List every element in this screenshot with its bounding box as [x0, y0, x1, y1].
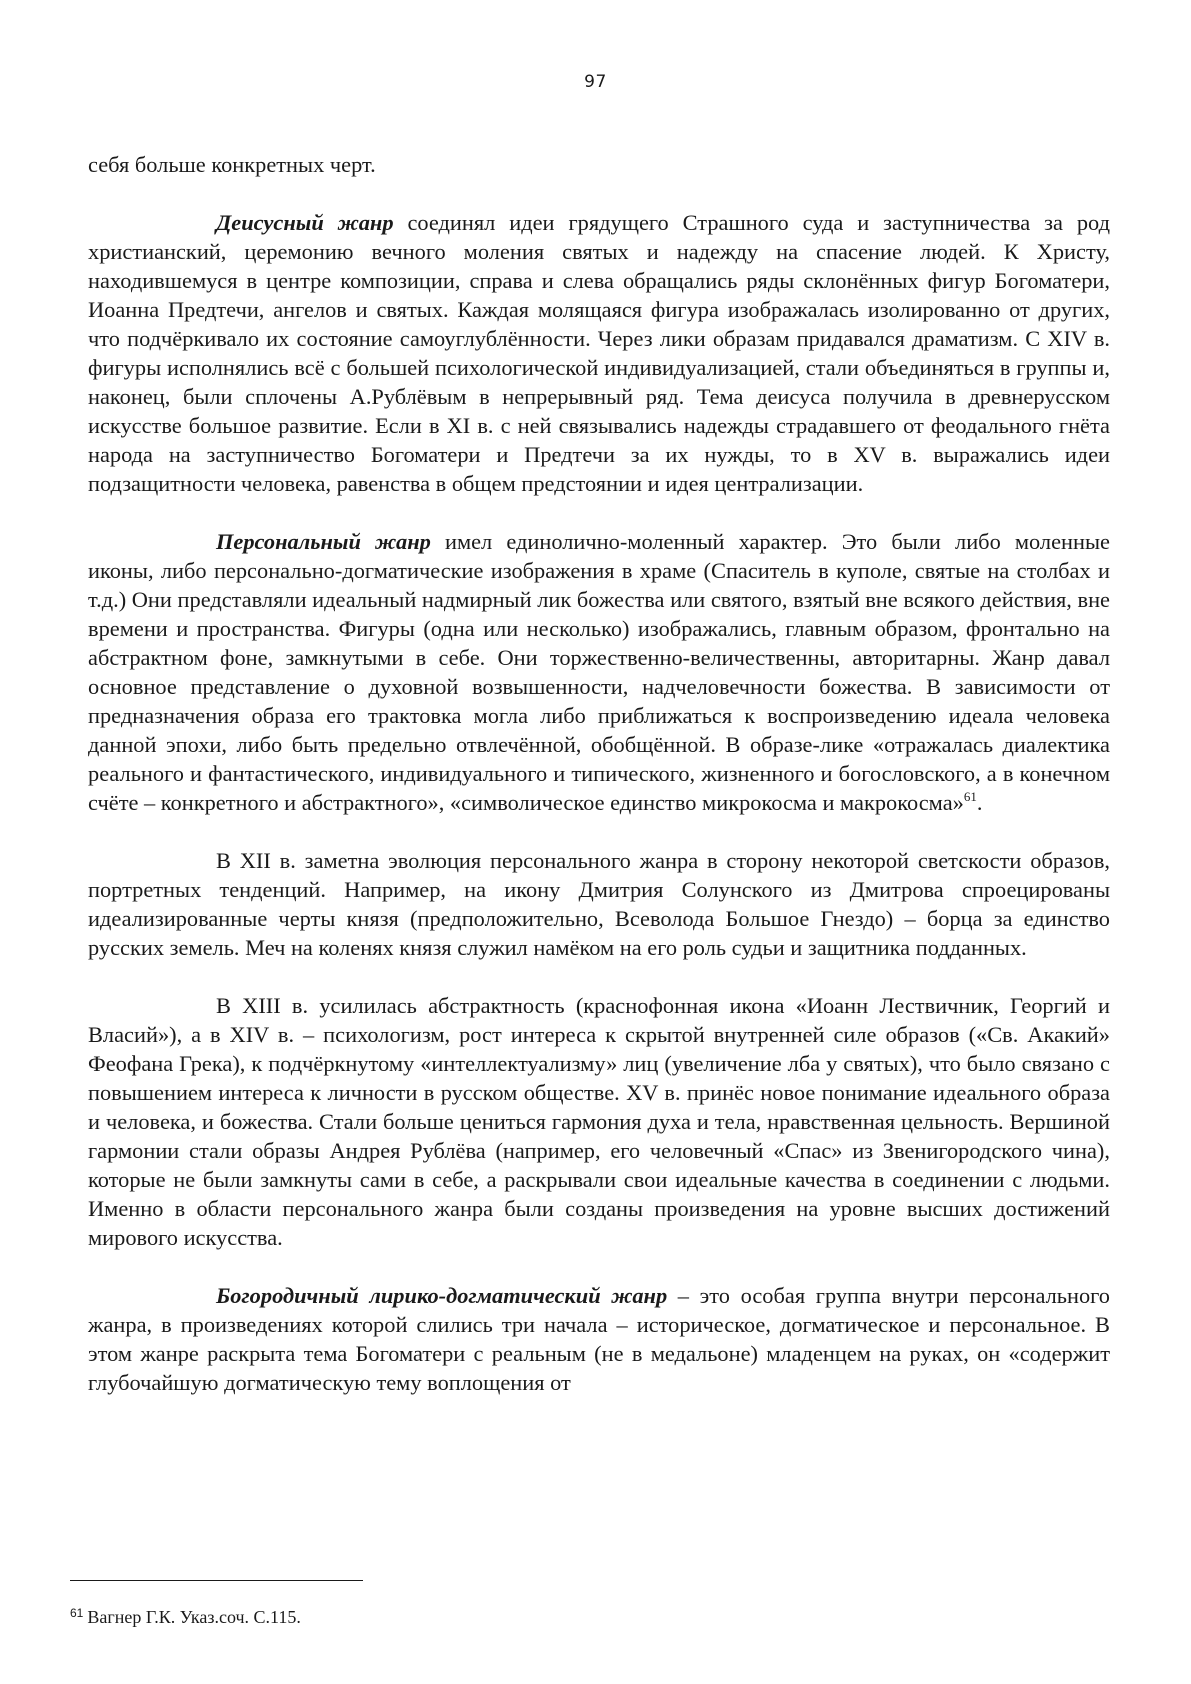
paragraph-text: соединял идеи грядущего Страшного суда и заступничества за род христианский, церемонию вечного моления святых и надежду на спасение людей. К Христу, находившемуся в центре композиции, справа и слева обращались ряды склонённых фигур Богоматери, Иоанна Предтечи, ангелов и святых. Каждая молящаяся фигура изображалась изолированно от других, что подчёркивало их состояние самоуглублённости. Через лики образам придавался драматизм. С XIV в. фигуры исполнялись всё с большей психологической индивидуализацией, стали объединяться в группы и, наконец, были сплочены А.Рублёвым в непрерывный ряд. Тема деисуса получила в древнерусском искусстве большое развитие. Если в XI в. с ней связывались надежды страдавшего от феодального гнёта народа на заступничество Богоматери и Предтечи за их нужды, то в XV в. выражались идеи подзащитности человека, равенства в общем предстоянии и идея централизации. — [88, 210, 1110, 496]
paragraph-text: – это особая группа внутри персонального жанра, в произведениях которой слились три начала – историческое, догматическое и персональное. В этом жанре раскрыта тема Богоматери с реальным (не в медальоне) младенцем на руках, он «содержит глубочайшую догматическую тему воплощения от — [88, 1283, 1110, 1395]
body-text — [88, 150, 1110, 1397]
genre-term-personal: Персональный жанр — [216, 529, 431, 554]
paragraph-text: себя больше конкретных черт. — [88, 152, 376, 177]
paragraph-theotokos-genre — [88, 1281, 1110, 1397]
footnote-reference: 61 — [963, 789, 977, 804]
paragraph-text-end: . — [976, 790, 983, 815]
footnote — [70, 1605, 301, 1629]
paragraph-text: В XII в. заметна эволюция персонального жанра в сторону некоторой светскости образов, портретных тенденций. Например, на икону Дмитрия Солунского из Дмитрова спроецированы идеализированные черты князя (предположительно, Всеволода Большое Гнездо) – борца за единство русских земель. Меч на коленях князя служил намёком на его роль судьи и защитника подданных. — [88, 848, 1110, 960]
paragraph-deisus-genre — [88, 208, 1110, 498]
paragraph-text: имел единолично-моленный характер. Это были либо моленные иконы, либо персонально-догматические изображения в храме (Спаситель в куполе, святые на столбах и т.д.) Они представляли идеальный надмирный лик божества или святого, взятый вне всякого действия, вне времени и пространства. Фигуры (одна или несколько) изображались, главным образом, фронтально на абстрактном фоне, замкнутыми в себе. Они торжественно-величественны, авторитарны. Жанр давал основное представление о духовной возвышенности, надчеловечности божества. В зависимости от предназначения образа его трактовка могла либо приближаться к воспроизведению идеала человека данной эпохи, либо быть предельно отвлечённой, обобщённой. В образе-лике «отражалась диалектика реального и фантастического, индивидуального и типического, жизненного и богословского, а в конечном счёте – конкретного и абстрактного», «символическое единство микрокосма и макрокосма» — [88, 529, 1110, 815]
genre-term-theotokos: Богородичный лирико-догматический жанр — [216, 1283, 668, 1308]
page-number: 97 — [584, 72, 607, 92]
paragraph-continuation — [88, 150, 1110, 179]
footnote-text: Вагнер Г.К. Указ.соч. С.115. — [87, 1607, 301, 1627]
footnote-number: 61 — [70, 1606, 84, 1620]
paragraph-xiii-century — [88, 991, 1110, 1252]
paragraph-text: В XIII в. усилилась абстрактность (краснофонная икона «Иоанн Лествичник, Георгий и Власий»), а в XIV в. – психологизм, рост интереса к скрытой внутренней силе образов («Св. Акакий» Феофана Грека), к подчёркнутому «интеллектуализму» лиц (увеличение лба у святых), что было связано с повышением интереса к личности в русском обществе. XV в. принёс новое понимание идеального образа и человека, и божества. Стали больше цениться гармония духа и тела, нравственная цельность. Вершиной гармонии стали образы Андрея Рублёва (например, его человечный «Спас» из Звенигородского чина), которые не были замкнуты сами в себе, а раскрывали свои идеальные качества в соединении с людьми. Именно в области персонального жанра были созданы произведения на уровне высших достижений мирового искусства. — [88, 993, 1110, 1250]
paragraph-personal-genre — [88, 527, 1110, 817]
paragraph-xii-century — [88, 846, 1110, 962]
genre-term-deisus: Деисусный жанр — [216, 210, 394, 235]
footnote-separator — [70, 1580, 363, 1581]
